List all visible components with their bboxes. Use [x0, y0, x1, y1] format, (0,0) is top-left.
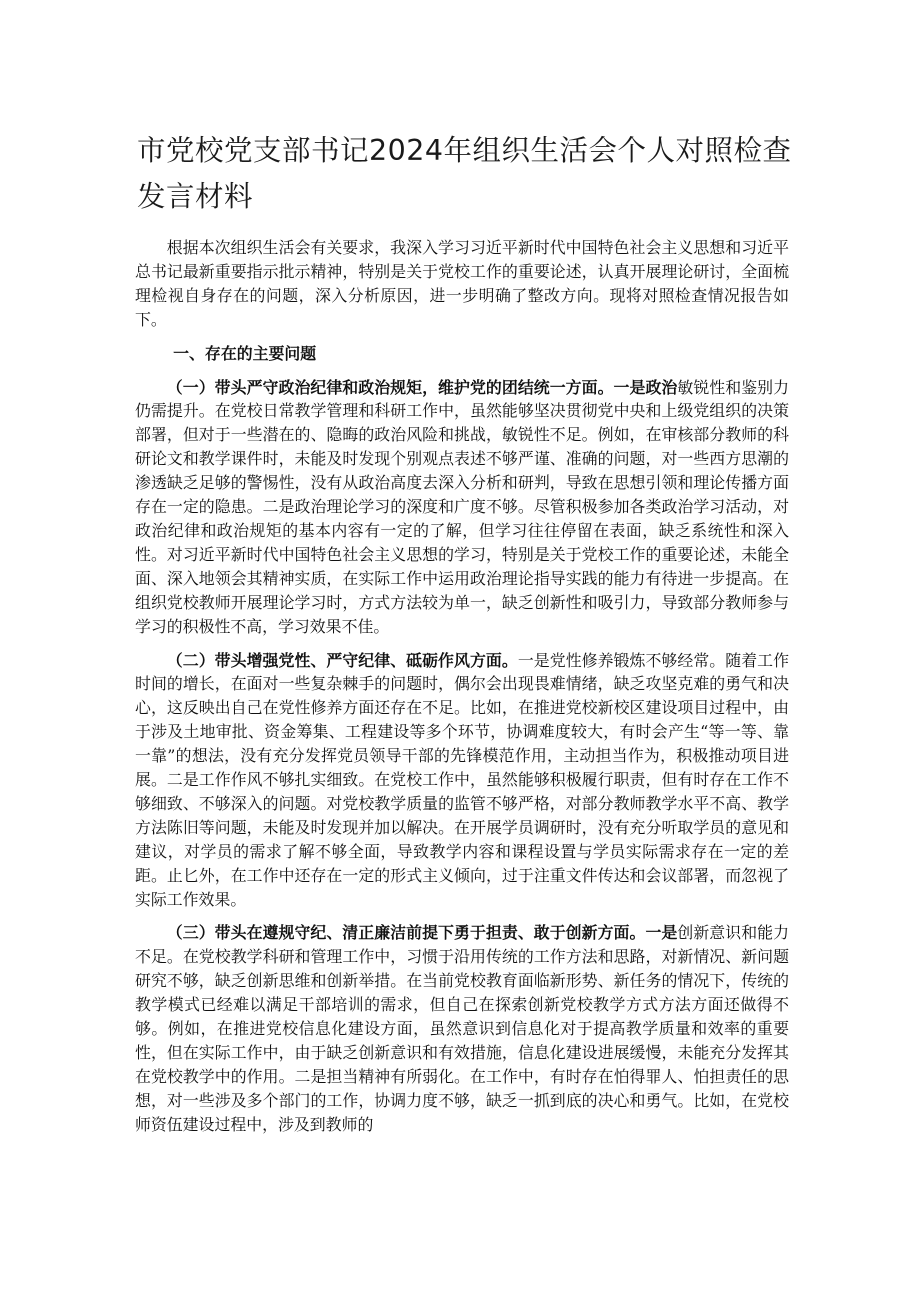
paragraph-lead: （二）带头增强党性、严守纪律、砥砺作风方面。 [166, 650, 518, 670]
paragraph-text: 创新意识和能力不足。在党校教学科研和管理工作中，习惯于沿用传统的工作方法和思路，对新情况、新问题研究不够，缺乏创新思维和创新举措。在当前党校教育面临新形势、新任务的情况下，传统的教学模式已经难以满足干部培训的需求，但自己在探索创新党校教学方式方法方面还做得不够。例如，在推进党校信息化建设方面，虽然意识到信息化对于提高教学质量和效率的重要性，但在实际工作中，由于缺乏创新意识和有效措施，信息化建设进展缓慢，未能充分发挥其在党校教学中的作用。二是担当精神有所弱化。在工作中，有时存在怕得罪人、怕担责任的思想，对一些涉及多个部门的工作，协调力度不够，缺乏一抓到底的决心和勇气。比如，在党校师资伍建设过程中，涉及到教师的 [135, 923, 789, 1134]
intro-paragraph: 根据本次组织生活会有关要求，我深入学习习近平新时代中国特色社会主义思想和习近平总书记最新重要指示批示精神，特别是关于党校工作的重要论述，认真开展理论研讨，全面梳理检视自身存在的问题，深入分析原因，进一步明确了整改方向。现将对照检查情况报告如下。 [135, 238, 789, 329]
body-paragraph [135, 376, 789, 639]
body-paragraph [135, 921, 789, 1136]
paragraph-lead: （三）带头在遵规守纪、清正廉洁前提下勇于担责、敢于创新方面。一是 [166, 923, 678, 943]
paragraph-lead: （一）带头严守政治纪律和政治规矩，维护党的团结统一方面。一是政治 [166, 377, 678, 397]
document-title: 市党校党支部书记2024年组织生活会个人对照检查发言材料 [137, 134, 792, 213]
paragraph-text: 一是党性修养锻炼不够经常。随着工作时间的增长，在面对一些复杂棘手的问题时，偶尔会出现畏难情绪，缺乏攻坚克难的勇气和决心，这反映出自己在党性修养方面还存在不足。比如，在推进党校新校区建设项目过程中，由于涉及土地审批、资金筹集、工程建设等多个环节，协调难度较大，有时会产生“等一等、靠一靠”的想法，没有充分发挥党员领导干部的先锋模范作用，主动担当作为，积极推动项目进展。二是工作作风不够扎实细致。在党校工作中，虽然能够积极履行职责，但有时存在工作不够细致、不够深入的问题。对党校教学质量的监管不够严格，对部分教师教学水平不高、教学方法陈旧等问题，未能及时发现并加以解决。在开展学员调研时，没有充分听取学员的意见和建议，对学员的需求了解不够全面，导致教学内容和课程设置与学员实际需求存在一定的差距。止匕外，在工作中还存在一定的形式主义倾向，过于注重文件传达和会议部署，而忽视了实际工作效果。 [135, 650, 790, 909]
document-body [135, 236, 789, 1137]
paragraph-text: 敏锐性和鉴别力仍需提升。在党校日常教学管理和科研工作中，虽然能够坚决贯彻党中央和上级党组织的决策部署，但对于一些潜在的、隐晦的政治风险和挑战，敏锐性不足。例如，在审核部分教师的科研论文和教学课件时，未能及时发现个别观点表述不够严谨、准确的问题，对一些西方思潮的渗透缺乏足够的警惕性，没有从政治高度去深入分析和研判，导致在思想引领和理论传播方面存在一定的隐患。二是政治理论学习的深度和广度不够。尽管积极参加各类政治学习活动，对政治纪律和政治规矩的基本内容有一定的了解，但学习往往停留在表面，缺乏系统性和深入性。对习近平新时代中国特色社会主义思想的学习，特别是关于党校工作的重要论述，未能全面、深入地领会其精神实质，在实际工作中运用政治理论指导实践的能力有待进一步提高。在组织党校教师开展理论学习时，方式方法较为单一，缺乏创新性和吸引力，导致部分教师参与学习的积极性不高，学习效果不佳。 [135, 377, 789, 636]
body-paragraph [135, 649, 789, 912]
section-heading: 一、存在的主要问题 [173, 343, 317, 363]
